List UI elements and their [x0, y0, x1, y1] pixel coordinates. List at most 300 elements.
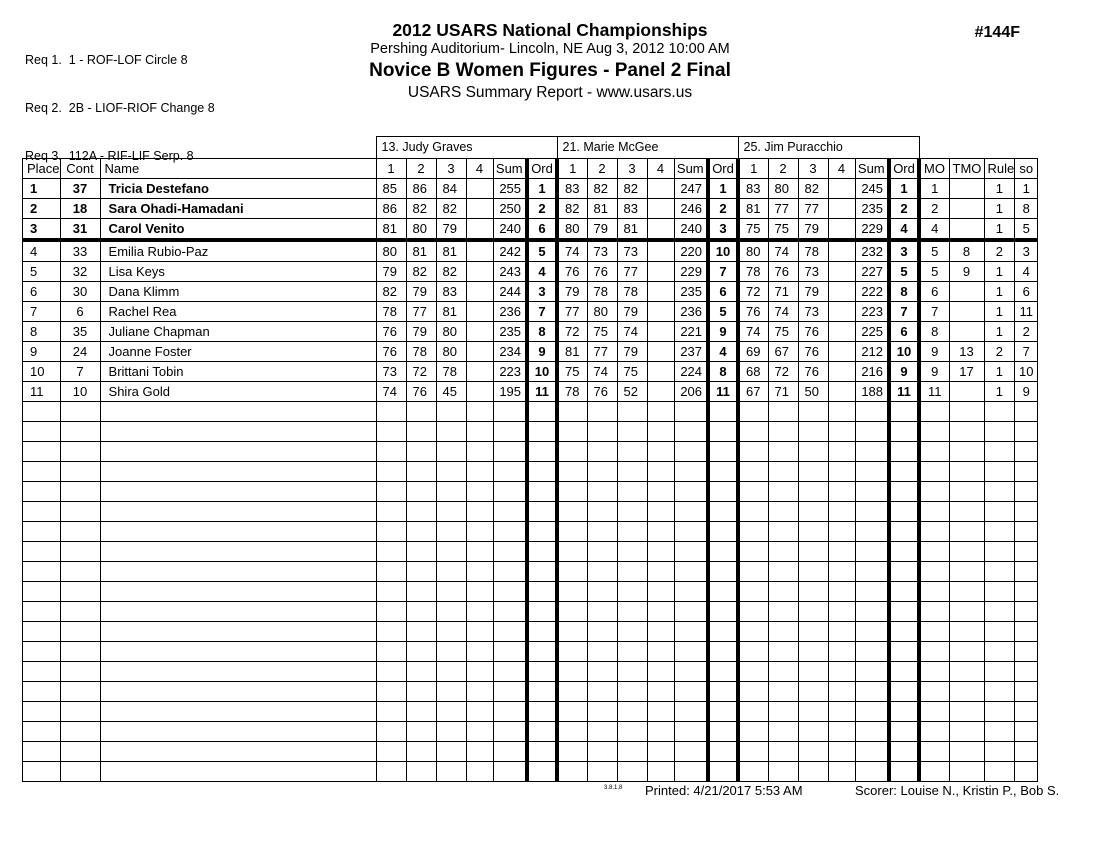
total-majority-ordinal-cell	[949, 642, 984, 662]
rule-cell: 1	[984, 382, 1015, 402]
judge2-score4-cell	[647, 179, 674, 199]
judge3-score4-cell	[828, 602, 855, 622]
judge3-sum-cell	[855, 562, 889, 582]
judge3-sum-cell	[855, 662, 889, 682]
judge2-ordinal-cell: 9	[708, 322, 738, 342]
judge1-score1-cell	[376, 462, 406, 482]
judge1-score1-cell: 86	[376, 199, 406, 219]
skating-order-cell	[1015, 482, 1038, 502]
place-cell	[23, 542, 61, 562]
skating-order-cell	[1015, 622, 1038, 642]
judge3-score3-cell	[798, 722, 828, 742]
judge1-score2-cell	[406, 762, 436, 782]
total-majority-ordinal-cell	[949, 682, 984, 702]
empty-row	[23, 642, 1038, 662]
judge1-ordinal-cell	[527, 682, 557, 702]
judge1-score2-cell: 80	[406, 219, 436, 241]
judge3-ordinal-cell	[889, 502, 919, 522]
majority-ordinal-cell	[919, 482, 949, 502]
judge2-score3-cell	[617, 602, 647, 622]
judge2-score4-cell	[647, 402, 674, 422]
judge3-score2-cell	[768, 402, 798, 422]
skating-order-cell: 7	[1015, 342, 1038, 362]
judge3-score4-cell	[828, 382, 855, 402]
judge2-score3-cell: 78	[617, 282, 647, 302]
judge2-sum-cell	[674, 662, 708, 682]
total-majority-ordinal-cell	[949, 282, 984, 302]
judge3-score4-cell	[828, 422, 855, 442]
judge3-score1-cell	[738, 542, 768, 562]
judge1-score3-cell	[436, 682, 466, 702]
empty-row	[23, 442, 1038, 462]
judge3-score4-cell	[828, 179, 855, 199]
judge3-ordinal-cell: 6	[889, 322, 919, 342]
place-cell: 6	[23, 282, 61, 302]
judge3-score3-cell: 73	[798, 302, 828, 322]
judge3-score1-cell	[738, 422, 768, 442]
judge3-score2-cell	[768, 582, 798, 602]
judge3-sum-cell: 222	[855, 282, 889, 302]
judge3-score1-cell	[738, 662, 768, 682]
contestant-number-cell	[60, 682, 100, 702]
judge1-score3-cell	[436, 662, 466, 682]
judge2-score2-cell	[587, 722, 617, 742]
judge3-score3-cell	[798, 542, 828, 562]
judge1-score1-cell: 78	[376, 302, 406, 322]
judge3-score2-cell	[768, 542, 798, 562]
judge1-score4-cell	[466, 522, 493, 542]
judge1-ordinal-cell: 5	[527, 240, 557, 262]
result-row	[23, 262, 1038, 282]
majority-ordinal-cell	[919, 742, 949, 762]
judge2-score2-cell	[587, 742, 617, 762]
majority-ordinal-cell: 11	[919, 382, 949, 402]
judge2-sum-cell	[674, 582, 708, 602]
empty-row	[23, 462, 1038, 482]
skater-name-cell	[100, 762, 376, 782]
judge1-sum-cell	[493, 442, 527, 462]
skater-name-cell: Lisa Keys	[100, 262, 376, 282]
judge3-score2-cell	[768, 522, 798, 542]
place-cell	[23, 402, 61, 422]
majority-ordinal-cell: 9	[919, 342, 949, 362]
judge3-score1-cell: 75	[738, 219, 768, 241]
place-cell: 9	[23, 342, 61, 362]
judge2-score3-cell	[617, 502, 647, 522]
skater-name-cell	[100, 722, 376, 742]
software-version: 3.8.1.8	[604, 785, 623, 791]
judge1-score1-cell	[376, 662, 406, 682]
judge2-score4-cell	[647, 542, 674, 562]
results-table-container	[22, 136, 1038, 782]
result-row	[23, 240, 1038, 262]
empty-row	[23, 702, 1038, 722]
judge2-score4-cell	[647, 282, 674, 302]
majority-ordinal-cell	[919, 402, 949, 422]
judge1-score3-cell	[436, 642, 466, 662]
judge3-ordinal-cell: 10	[889, 342, 919, 362]
judge1-score1-cell	[376, 602, 406, 622]
judge3-score4-cell	[828, 362, 855, 382]
judge1-score3-cell	[436, 422, 466, 442]
judge1-score1-cell: 74	[376, 382, 406, 402]
judge1-sum-cell	[493, 402, 527, 422]
total-majority-ordinal-cell	[949, 422, 984, 442]
result-row	[23, 342, 1038, 362]
rule-cell: 1	[984, 179, 1015, 199]
judge1-score2-cell	[406, 542, 436, 562]
judge3-score4-cell	[828, 262, 855, 282]
judge3-score1-cell: 74	[738, 322, 768, 342]
judge3-score3-cell	[798, 502, 828, 522]
judge2-score1-cell	[557, 742, 587, 762]
empty-row	[23, 602, 1038, 622]
requirement-line-3: Req 3. 112A - RIF-LIF Serp. 8	[25, 149, 194, 163]
judge3-score4-cell	[828, 302, 855, 322]
judge2-score4-cell	[647, 462, 674, 482]
judge1-sum-cell	[493, 562, 527, 582]
judge2-ordinal-cell: 11	[708, 382, 738, 402]
judge1-score3-cell	[436, 442, 466, 462]
judge3-ordinal-cell: 11	[889, 382, 919, 402]
judge1-score1-cell	[376, 722, 406, 742]
judge2-score1-cell: 82	[557, 199, 587, 219]
total-majority-ordinal-cell	[949, 219, 984, 241]
judge2-score1-cell	[557, 762, 587, 782]
judge1-ordinal-cell	[527, 442, 557, 462]
judge1-score4-cell	[466, 402, 493, 422]
judge2-score2-cell	[587, 602, 617, 622]
judge3-score2-cell	[768, 762, 798, 782]
majority-ordinal-cell	[919, 622, 949, 642]
judge1-score2-cell	[406, 582, 436, 602]
judge1-score4-cell	[466, 262, 493, 282]
judge2-score2-cell	[587, 582, 617, 602]
total-majority-ordinal-cell	[949, 482, 984, 502]
judge1-score1-cell	[376, 702, 406, 722]
contestant-number-cell	[60, 542, 100, 562]
results-table	[22, 136, 1038, 782]
judge3-sum-cell: 232	[855, 240, 889, 262]
judge2-ordinal-cell	[708, 742, 738, 762]
majority-ordinal-cell	[919, 702, 949, 722]
judge3-score4-cell	[828, 282, 855, 302]
judge3-score1-cell	[738, 762, 768, 782]
skating-order-cell	[1015, 662, 1038, 682]
empty-row	[23, 742, 1038, 762]
skating-order-cell	[1015, 522, 1038, 542]
contestant-number-cell	[60, 502, 100, 522]
skating-order-cell: 3	[1015, 240, 1038, 262]
judge3-sum-cell	[855, 422, 889, 442]
majority-ordinal-cell	[919, 662, 949, 682]
judge2-score1-cell	[557, 562, 587, 582]
total-majority-ordinal-cell	[949, 662, 984, 682]
judge2-score2-cell: 78	[587, 282, 617, 302]
judge2-score2-cell	[587, 702, 617, 722]
judge3-score3-cell: 78	[798, 240, 828, 262]
judge2-score4-cell	[647, 722, 674, 742]
rule-cell: 1	[984, 322, 1015, 342]
judge3-score2-cell	[768, 462, 798, 482]
contestant-number-cell	[60, 562, 100, 582]
judge3-sum-cell	[855, 482, 889, 502]
judge3-score2-cell: 74	[768, 302, 798, 322]
skating-order-cell: 4	[1015, 262, 1038, 282]
judge3-score3-cell	[798, 482, 828, 502]
judge1-score2-cell	[406, 702, 436, 722]
judge1-score3-cell	[436, 502, 466, 522]
judge3-score3-cell	[798, 442, 828, 462]
contestant-number-cell	[60, 442, 100, 462]
judge3-score3-cell	[798, 422, 828, 442]
place-cell	[23, 462, 61, 482]
judge2-score1-cell: 72	[557, 322, 587, 342]
judge2-score4-cell	[647, 362, 674, 382]
judge2-sum-cell	[674, 722, 708, 742]
judge2-score4-cell	[647, 240, 674, 262]
judge3-sum-cell	[855, 522, 889, 542]
judge2-score3-cell: 52	[617, 382, 647, 402]
judge2-sum-cell	[674, 482, 708, 502]
judge1-score4-cell	[466, 502, 493, 522]
judge1-score3-cell	[436, 622, 466, 642]
judge1-ordinal-cell	[527, 722, 557, 742]
judge3-sum-cell	[855, 462, 889, 482]
judge2-score2-cell	[587, 482, 617, 502]
column-header-judge3-score4: 4	[828, 159, 855, 179]
judge3-score4-cell	[828, 199, 855, 219]
judge2-sum-cell: 229	[674, 262, 708, 282]
rule-cell	[984, 542, 1015, 562]
skater-name-cell: Brittani Tobin	[100, 362, 376, 382]
judge2-ordinal-cell: 6	[708, 282, 738, 302]
rule-cell	[984, 462, 1015, 482]
judge2-sum-cell	[674, 502, 708, 522]
judge2-ordinal-cell	[708, 602, 738, 622]
total-majority-ordinal-cell	[949, 762, 984, 782]
empty-row	[23, 482, 1038, 502]
judge1-sum-cell	[493, 722, 527, 742]
judge1-score1-cell	[376, 522, 406, 542]
judge1-ordinal-cell	[527, 502, 557, 522]
contestant-number-cell	[60, 422, 100, 442]
judge2-score4-cell	[647, 422, 674, 442]
judge2-ordinal-cell: 7	[708, 262, 738, 282]
column-header-majority-ordinal: MO	[919, 159, 949, 179]
empty-row	[23, 502, 1038, 522]
judge1-score2-cell	[406, 682, 436, 702]
place-cell: 5	[23, 262, 61, 282]
judge1-score3-cell	[436, 462, 466, 482]
skater-name-cell	[100, 522, 376, 542]
skating-order-cell	[1015, 502, 1038, 522]
judge1-score1-cell	[376, 762, 406, 782]
judge3-score2-cell	[768, 682, 798, 702]
judge-row-spacer-left	[23, 137, 377, 159]
judge1-score2-cell	[406, 722, 436, 742]
majority-ordinal-cell: 6	[919, 282, 949, 302]
judge1-score1-cell: 82	[376, 282, 406, 302]
judge1-score3-cell	[436, 602, 466, 622]
judge3-sum-cell	[855, 682, 889, 702]
contestant-number-cell: 7	[60, 362, 100, 382]
contestant-number-cell	[60, 462, 100, 482]
judge2-score2-cell: 75	[587, 322, 617, 342]
scorer-credits: Scorer: Louise N., Kristin P., Bob S.	[855, 783, 1060, 798]
place-cell	[23, 482, 61, 502]
judge1-score1-cell	[376, 502, 406, 522]
judge3-score2-cell	[768, 742, 798, 762]
judge1-score2-cell: 86	[406, 179, 436, 199]
judge3-score3-cell	[798, 402, 828, 422]
judge1-score3-cell: 82	[436, 199, 466, 219]
total-majority-ordinal-cell: 9	[949, 262, 984, 282]
rule-cell	[984, 662, 1015, 682]
judge1-score3-cell	[436, 402, 466, 422]
judge2-sum-cell: 236	[674, 302, 708, 322]
contestant-number-cell	[60, 402, 100, 422]
judge1-ordinal-cell: 10	[527, 362, 557, 382]
judge1-score3-cell: 82	[436, 262, 466, 282]
column-header-judge1-score3: 3	[436, 159, 466, 179]
empty-row	[23, 422, 1038, 442]
judge2-score4-cell	[647, 602, 674, 622]
judge1-score3-cell: 80	[436, 322, 466, 342]
place-cell: 4	[23, 240, 61, 262]
skating-order-cell: 9	[1015, 382, 1038, 402]
judge3-score1-cell	[738, 682, 768, 702]
majority-ordinal-cell	[919, 462, 949, 482]
rule-cell	[984, 502, 1015, 522]
judge1-sum-cell	[493, 682, 527, 702]
total-majority-ordinal-cell	[949, 199, 984, 219]
majority-ordinal-cell	[919, 582, 949, 602]
judge2-score3-cell: 77	[617, 262, 647, 282]
rule-cell	[984, 622, 1015, 642]
skating-order-cell	[1015, 422, 1038, 442]
judge3-score3-cell: 73	[798, 262, 828, 282]
judge1-ordinal-cell: 4	[527, 262, 557, 282]
total-majority-ordinal-cell	[949, 302, 984, 322]
rule-cell	[984, 422, 1015, 442]
judge3-sum-cell	[855, 602, 889, 622]
judge3-score4-cell	[828, 762, 855, 782]
judge2-sum-cell	[674, 402, 708, 422]
judge3-score3-cell	[798, 742, 828, 762]
judge2-score2-cell	[587, 422, 617, 442]
column-header-contestant-number: Cont	[60, 159, 100, 179]
requirement-line-2: Req 2. 2B - LIOF-RIOF Change 8	[25, 101, 215, 115]
judge3-ordinal-cell	[889, 402, 919, 422]
column-header-judge1-ordinal: Ord	[527, 159, 557, 179]
judge3-score4-cell	[828, 240, 855, 262]
judge1-score1-cell	[376, 562, 406, 582]
judge1-score4-cell	[466, 602, 493, 622]
column-header-judge3-score1: 1	[738, 159, 768, 179]
judge2-sum-cell: 235	[674, 282, 708, 302]
judge2-ordinal-cell	[708, 562, 738, 582]
total-majority-ordinal-cell	[949, 702, 984, 722]
judge3-score2-cell: 75	[768, 219, 798, 241]
judge3-score4-cell	[828, 482, 855, 502]
judge1-score2-cell	[406, 482, 436, 502]
rule-cell	[984, 722, 1015, 742]
judge2-sum-cell: 206	[674, 382, 708, 402]
judge1-score2-cell: 72	[406, 362, 436, 382]
judge1-score1-cell	[376, 442, 406, 462]
judge3-ordinal-cell: 8	[889, 282, 919, 302]
judge1-ordinal-cell: 8	[527, 322, 557, 342]
contestant-number-cell	[60, 482, 100, 502]
judge1-score4-cell	[466, 382, 493, 402]
skater-name-cell	[100, 422, 376, 442]
judge1-ordinal-cell	[527, 702, 557, 722]
judge3-score4-cell	[828, 622, 855, 642]
judge3-score1-cell	[738, 622, 768, 642]
total-majority-ordinal-cell	[949, 462, 984, 482]
judge1-score2-cell	[406, 642, 436, 662]
judge2-sum-cell	[674, 522, 708, 542]
judge1-score4-cell	[466, 199, 493, 219]
total-majority-ordinal-cell	[949, 179, 984, 199]
rule-cell	[984, 582, 1015, 602]
judge3-sum-cell	[855, 542, 889, 562]
judge2-score3-cell	[617, 402, 647, 422]
judge2-score1-cell	[557, 502, 587, 522]
total-majority-ordinal-cell	[949, 742, 984, 762]
judge3-score2-cell: 71	[768, 382, 798, 402]
place-cell	[23, 682, 61, 702]
judge1-score4-cell	[466, 179, 493, 199]
judge2-score3-cell	[617, 462, 647, 482]
contestant-number-cell: 31	[60, 219, 100, 241]
judge2-score2-cell	[587, 442, 617, 462]
judge2-score1-cell	[557, 542, 587, 562]
judge3-score2-cell	[768, 502, 798, 522]
judge3-score1-cell: 80	[738, 240, 768, 262]
total-majority-ordinal-cell	[949, 502, 984, 522]
judge3-score4-cell	[828, 642, 855, 662]
judge2-score1-cell	[557, 602, 587, 622]
majority-ordinal-cell: 5	[919, 262, 949, 282]
judge3-score1-cell: 78	[738, 262, 768, 282]
judge3-score2-cell: 71	[768, 282, 798, 302]
judge2-ordinal-cell	[708, 442, 738, 462]
judge1-score4-cell	[466, 482, 493, 502]
judge1-score4-cell	[466, 219, 493, 241]
judge2-sum-cell	[674, 422, 708, 442]
place-cell: 10	[23, 362, 61, 382]
skater-name-cell	[100, 622, 376, 642]
column-header-judge3-score2: 2	[768, 159, 798, 179]
judge1-score2-cell	[406, 422, 436, 442]
place-cell	[23, 602, 61, 622]
judge1-score2-cell: 77	[406, 302, 436, 322]
judge2-score1-cell	[557, 422, 587, 442]
skating-order-cell	[1015, 702, 1038, 722]
judge2-score1-cell	[557, 722, 587, 742]
judge2-score2-cell	[587, 562, 617, 582]
judge1-score1-cell: 81	[376, 219, 406, 241]
place-cell: 11	[23, 382, 61, 402]
rule-cell	[984, 602, 1015, 622]
rule-cell: 1	[984, 262, 1015, 282]
judge3-ordinal-cell	[889, 642, 919, 662]
skating-order-cell: 2	[1015, 322, 1038, 342]
judge1-ordinal-cell	[527, 462, 557, 482]
rule-cell	[984, 762, 1015, 782]
